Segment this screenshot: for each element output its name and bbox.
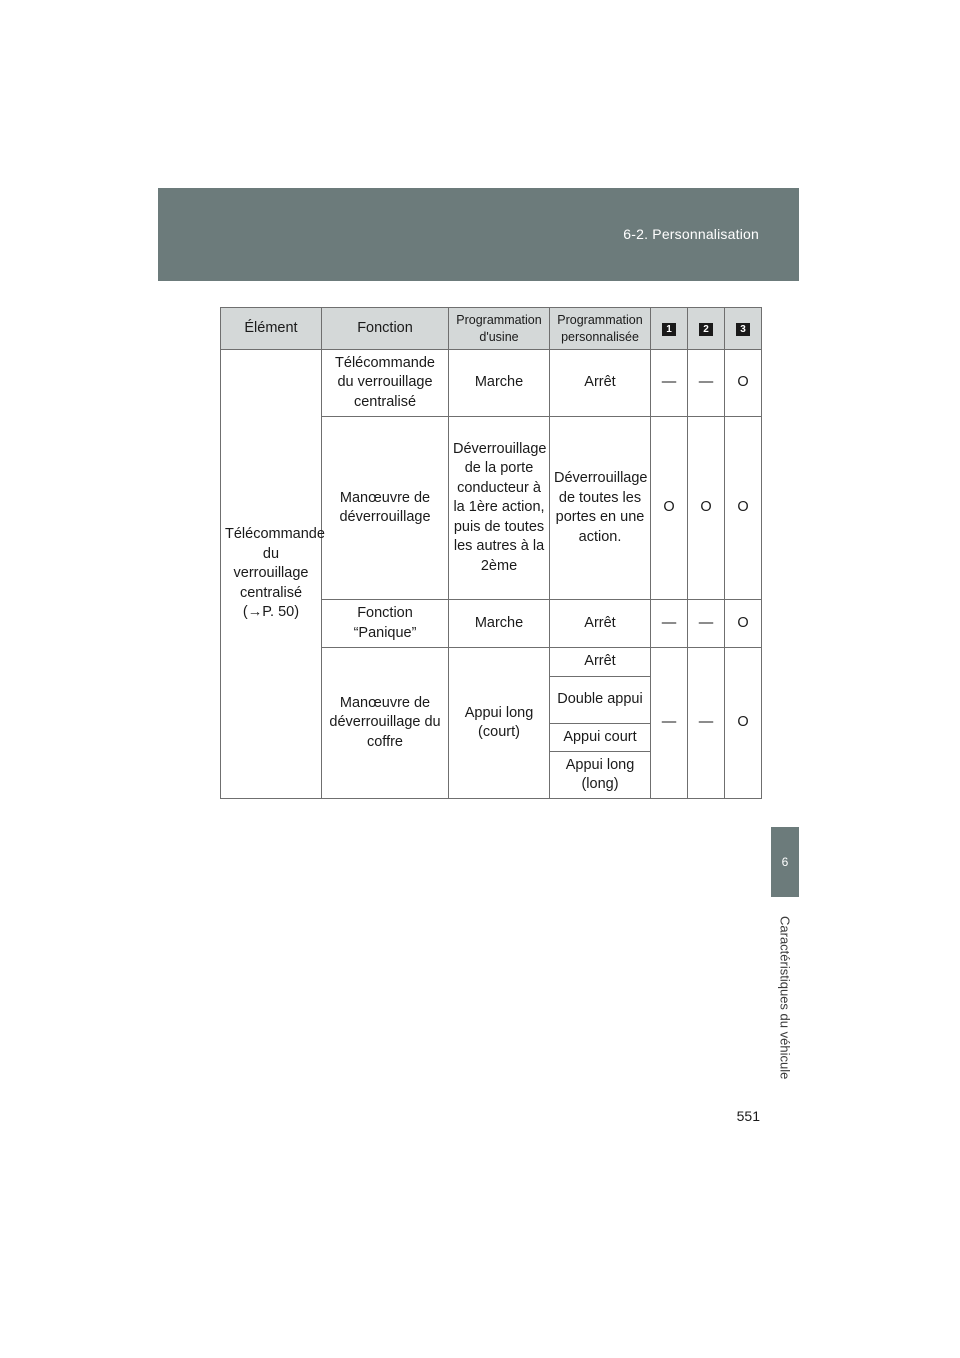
customization-table [220, 307, 762, 799]
section-title: 6-2. Personnalisation [623, 226, 759, 242]
section-header-band [158, 188, 799, 281]
table-header-row [221, 308, 762, 350]
page-number: 551 [736, 1108, 760, 1124]
header-element: Élément [221, 308, 322, 350]
mark-cell: — [651, 350, 688, 417]
mark-cell: O [725, 648, 762, 799]
custom-option-cell: Appui long (long) [550, 752, 651, 799]
mark-cell: — [688, 600, 725, 648]
chapter-label [771, 905, 799, 1090]
chapter-tab [771, 827, 799, 897]
function-cell: Fonction “Panique” [322, 600, 449, 648]
mark-cell: O [651, 417, 688, 600]
chapter-number: 6 [781, 855, 789, 869]
header-custom-setting: Programmation personnalisée [550, 308, 651, 350]
header-function: Fonction [322, 308, 449, 350]
mark-cell: — [688, 350, 725, 417]
chapter-title: Caractéristiques du véhicule [777, 915, 793, 1080]
header-factory-setting: Programmation d'usine [449, 308, 550, 350]
mark-cell: O [725, 417, 762, 600]
function-cell: Manœuvre de déverrouillage du coffre [322, 648, 449, 799]
mark-cell: — [651, 600, 688, 648]
badge-2-icon: 2 [699, 323, 713, 336]
custom-option-cell: Arrêt [550, 648, 651, 677]
mark-cell: O [688, 417, 725, 600]
mark-cell: — [651, 648, 688, 799]
custom-cell: Arrêt [550, 350, 651, 417]
element-name: Télécommande du verrouillage centralisé (→P. 50) [221, 350, 322, 799]
mark-cell: — [688, 648, 725, 799]
mark-cell: O [725, 350, 762, 417]
badge-3-icon: 3 [736, 323, 750, 336]
header-col-3 [725, 308, 762, 350]
function-cell: Manœuvre de déverrouillage [322, 417, 449, 600]
factory-cell: Appui long (court) [449, 648, 550, 799]
mark-cell: O [725, 600, 762, 648]
factory-cell: Marche [449, 600, 550, 648]
custom-option-cell: Double appui [550, 677, 651, 724]
factory-cell: Déverrouillage de la porte conducteur à la 1ère action, puis de toutes les autres à la 2ème [449, 417, 550, 600]
header-col-2 [688, 308, 725, 350]
custom-option-cell: Appui court [550, 724, 651, 752]
custom-cell: Déverrouillage de toutes les portes en une action. [550, 417, 651, 600]
table-row [221, 350, 762, 417]
custom-cell: Arrêt [550, 600, 651, 648]
factory-cell: Marche [449, 350, 550, 417]
function-cell: Télécommande du verrouillage centralisé [322, 350, 449, 417]
header-col-1 [651, 308, 688, 350]
badge-1-icon: 1 [662, 323, 676, 336]
